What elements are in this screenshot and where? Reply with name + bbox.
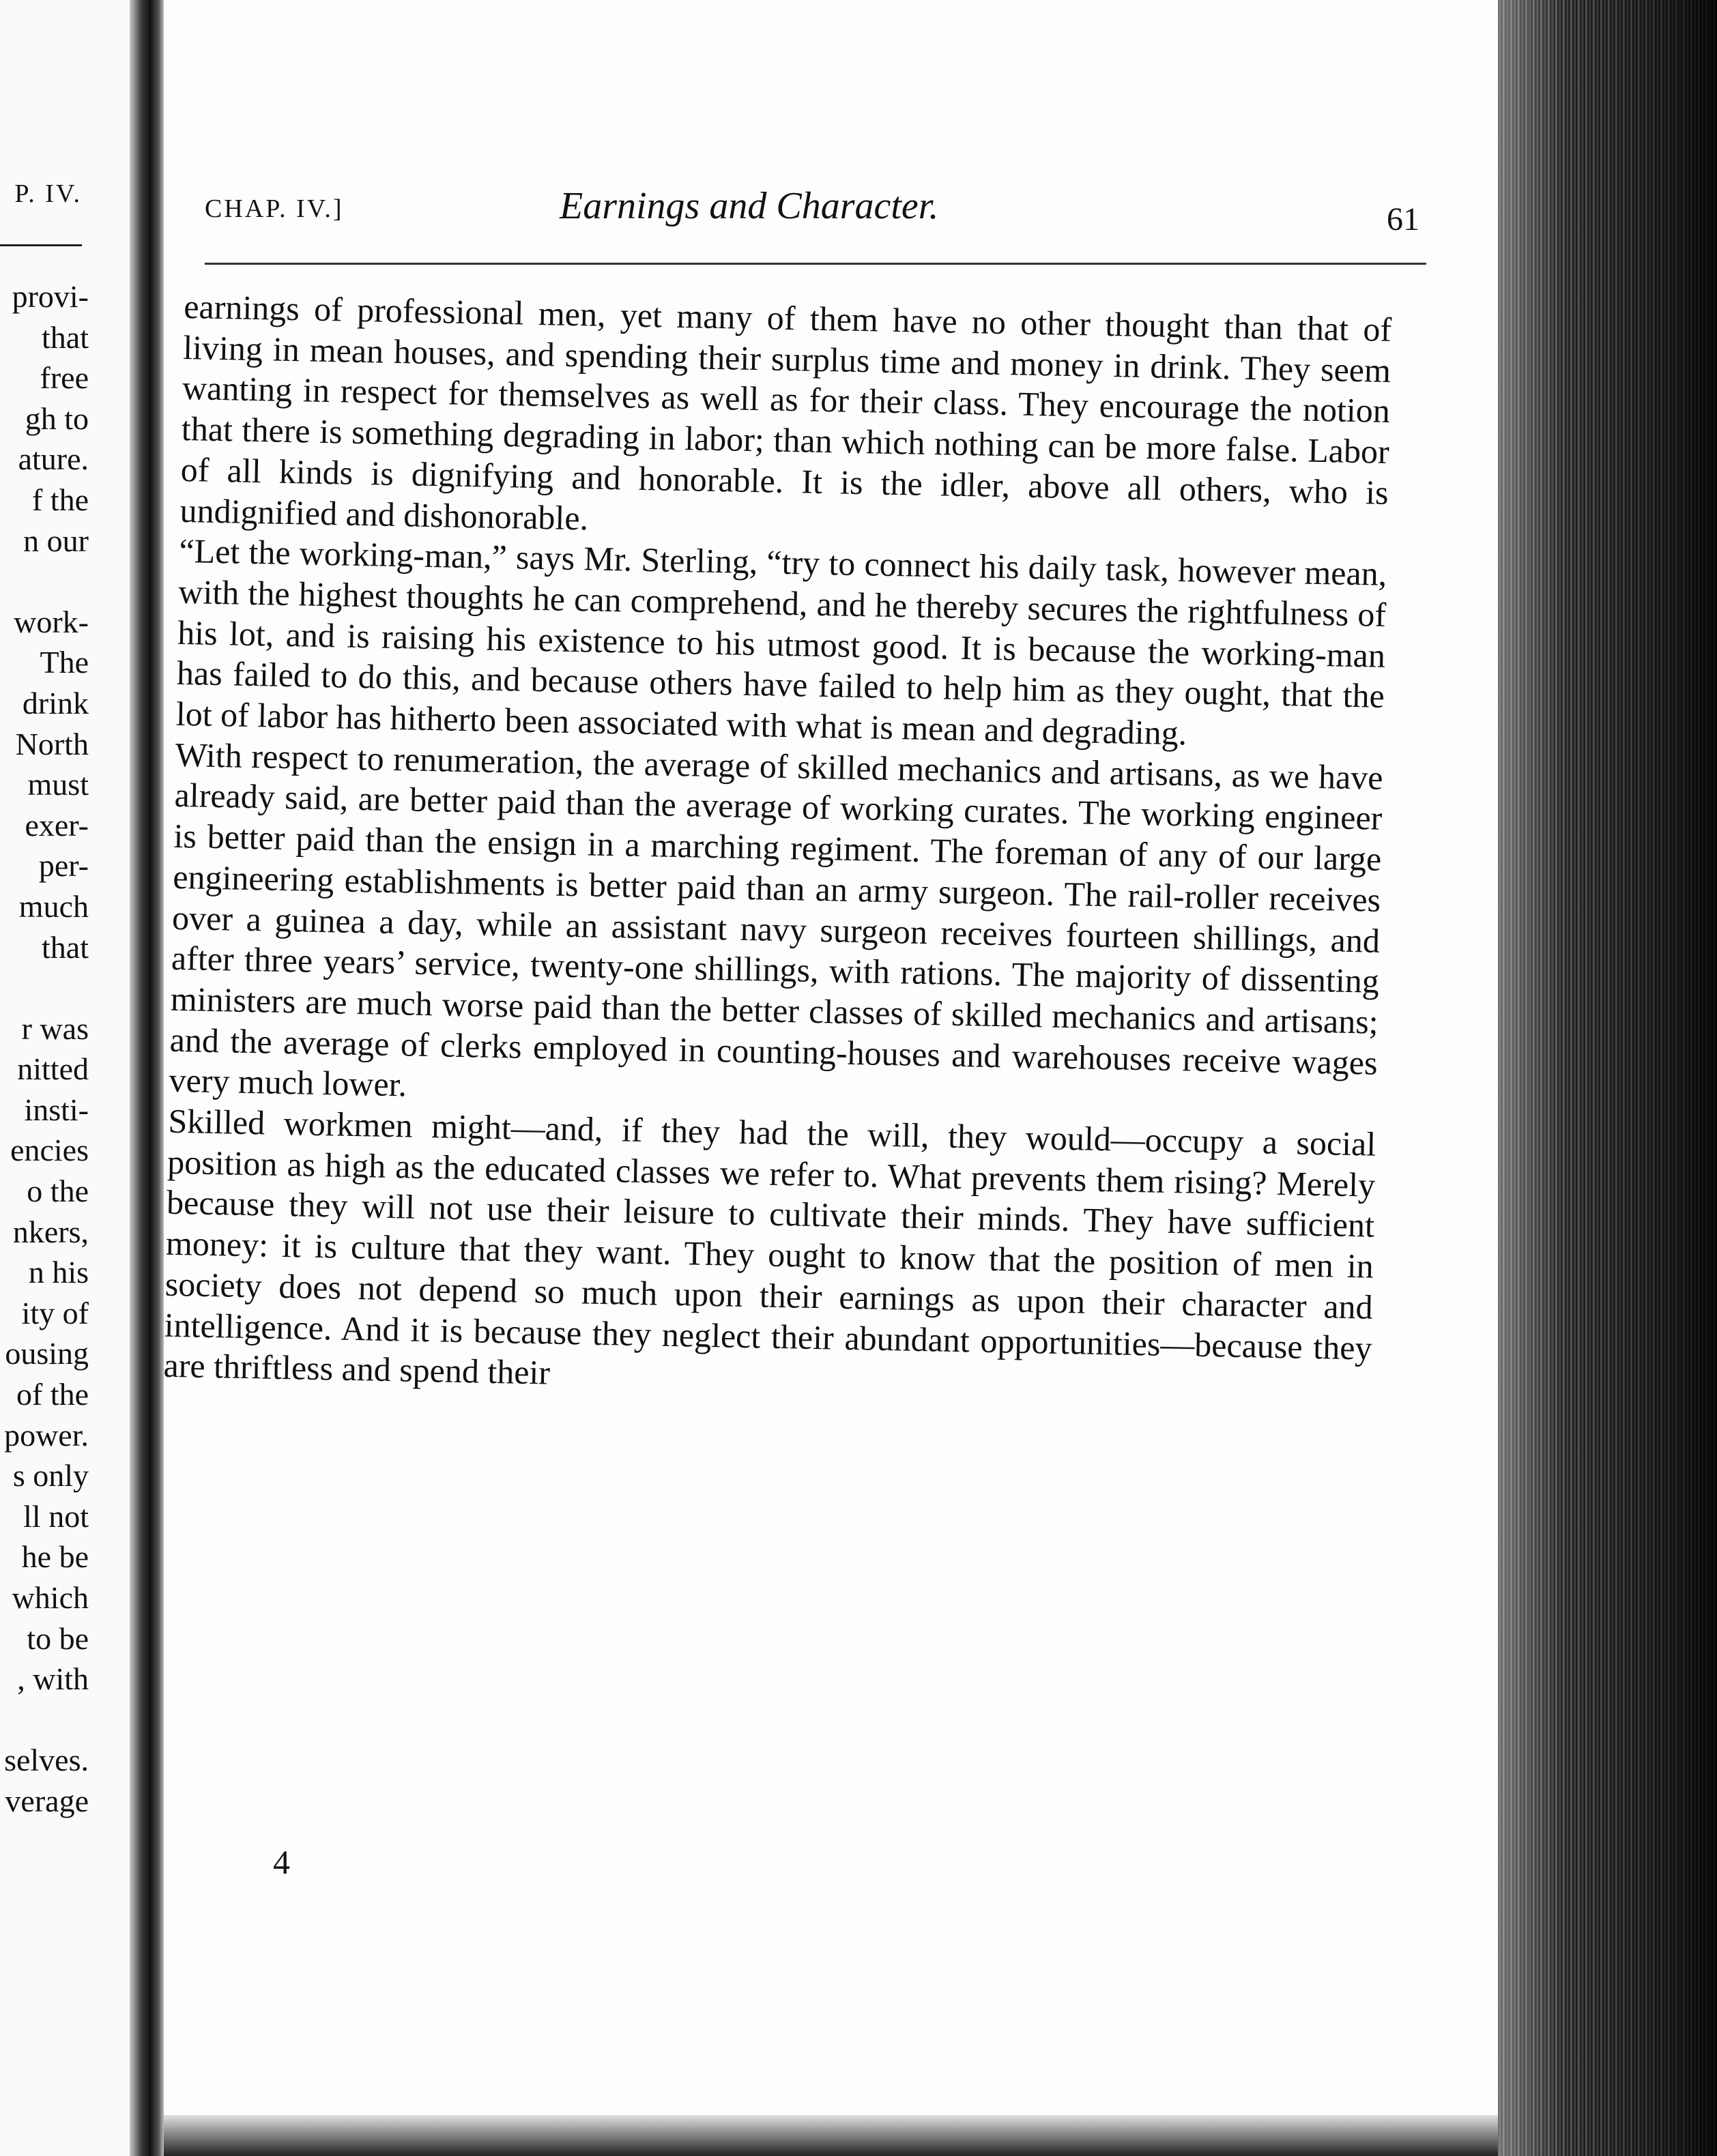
previous-page-line: encies xyxy=(10,1133,89,1168)
previous-page-line: ature. xyxy=(18,441,89,477)
previous-page-line: ity of xyxy=(21,1295,89,1330)
previous-page-line: free xyxy=(40,360,89,396)
previous-page-line: selves. xyxy=(4,1743,89,1778)
paragraph: Skilled workmen might—and, if they had the will, they would—occupy a social position as high as the educated classes we refer to. What prevents them rising? Merely because they will not use their leisure to cultivate their minds. They have sufficient money: it is culture that they want. They ought to know that the position of men in society does not depend so much upon their earnings as upon their character and intelligence. And it is because they neglect their abundant opportunities—because they are thriftless and spend their xyxy=(163,1101,1376,1392)
previous-page-line: of the xyxy=(16,1377,89,1412)
chapter-title: Earnings and Character. xyxy=(560,185,939,227)
previous-page-line xyxy=(0,967,89,1008)
previous-page-line: to be xyxy=(27,1620,89,1656)
paragraph: With respect to renumeration, the average of skilled mechanics and artisans, as we have already said, are better paid than the average of working curates. The working engineer is better paid than the ensign in a marching regiment. The foreman of any of our large engineering establishments is better paid than an army surgeon. The rail-roller receives over a guinea a day, while an assistant navy surgeon receives fourteen shillings, and after three years’ service, twenty-one shillings, with rations. The majority of dissenting ministers are much worse paid than the better classes of skilled mechanics and artisans; and the average of clerks employed in counting-houses and warehouses receive wages very much lower. xyxy=(169,735,1384,1104)
previous-page-line: ousing xyxy=(5,1336,89,1371)
previous-page-line: , with xyxy=(17,1661,89,1697)
previous-page-line: much xyxy=(18,888,89,924)
previous-page-text-fragments xyxy=(0,276,89,1822)
previous-page-line: The xyxy=(40,645,89,680)
page-bottom-shadow xyxy=(164,2115,1498,2156)
previous-page-head-rule xyxy=(0,244,82,246)
page-number: 61 xyxy=(1387,201,1419,237)
previous-page-line: must xyxy=(27,767,89,802)
previous-page-line: f the xyxy=(31,482,89,517)
previous-page-line: gh to xyxy=(25,400,89,436)
previous-page-line: he be xyxy=(21,1539,89,1575)
previous-page-line: exer- xyxy=(25,807,89,843)
body-text xyxy=(163,287,1392,1410)
signature-mark: 4 xyxy=(273,1843,290,1881)
previous-page-line: North xyxy=(15,726,89,761)
chapter-label: CHAP. IV.] xyxy=(205,194,344,223)
previous-page-line: verage xyxy=(5,1783,89,1818)
previous-page-line: ll not xyxy=(23,1498,89,1534)
previous-page-line: work- xyxy=(14,604,89,639)
previous-page-line: per- xyxy=(38,848,89,884)
previous-page-line: drink xyxy=(22,685,89,720)
previous-page-line xyxy=(0,1700,89,1740)
previous-page-line: which xyxy=(12,1580,89,1615)
running-head xyxy=(205,184,1419,246)
book-page-edges xyxy=(1498,0,1717,2156)
previous-page-line: nkers, xyxy=(12,1214,89,1249)
paragraph: “Let the working-man,” says Mr. Sterling, “try to connect his daily task, however mean, with the highest thoughts he can comprehend, and he thereby secures the rightfulness of his lot, and is raising his existence to his utmost good. It is because the working-man has failed to do this, and because others have failed to help him as they ought, that the lot of labor has hitherto been associated with what is mean and degrading. xyxy=(175,531,1387,753)
paragraph: earnings of professional men, yet many of them have no other thought than that of living in mean houses, and spending their surplus time and money in drink. They seem wanting in respect for themselves as well as for their class. They encourage the notion that there is something degrading in labor; than which nothing can be more false. Labor of all kinds is dignifying and honorable. It is the idler, above all others, who is undignified and dishonorable. xyxy=(179,287,1392,537)
previous-page-line xyxy=(0,561,89,602)
previous-page-line: s only xyxy=(12,1458,89,1494)
previous-page-edge: P. IV. provi- that free gh to ature. f the n our work- The drink North must exer- per- much that r was nitted insti- encies o the nkers, n his ity of ousing of the power. s only ll not he be which to be , with selves. verage xyxy=(0,0,130,2156)
previous-page-line: that xyxy=(42,319,89,355)
previous-page-line: provi- xyxy=(12,279,89,314)
previous-page-line: that xyxy=(42,929,89,965)
previous-page-line: power. xyxy=(4,1417,89,1453)
previous-page-line: insti- xyxy=(24,1092,89,1127)
previous-page-line: r was xyxy=(21,1010,89,1046)
previous-page-line: n his xyxy=(28,1255,89,1290)
previous-page-line: o the xyxy=(27,1174,89,1209)
book-page xyxy=(164,0,1498,2115)
previous-page-line: n our xyxy=(23,523,89,558)
head-rule xyxy=(205,263,1426,265)
book-gutter xyxy=(130,0,164,2156)
previous-page-line: nitted xyxy=(17,1051,89,1087)
